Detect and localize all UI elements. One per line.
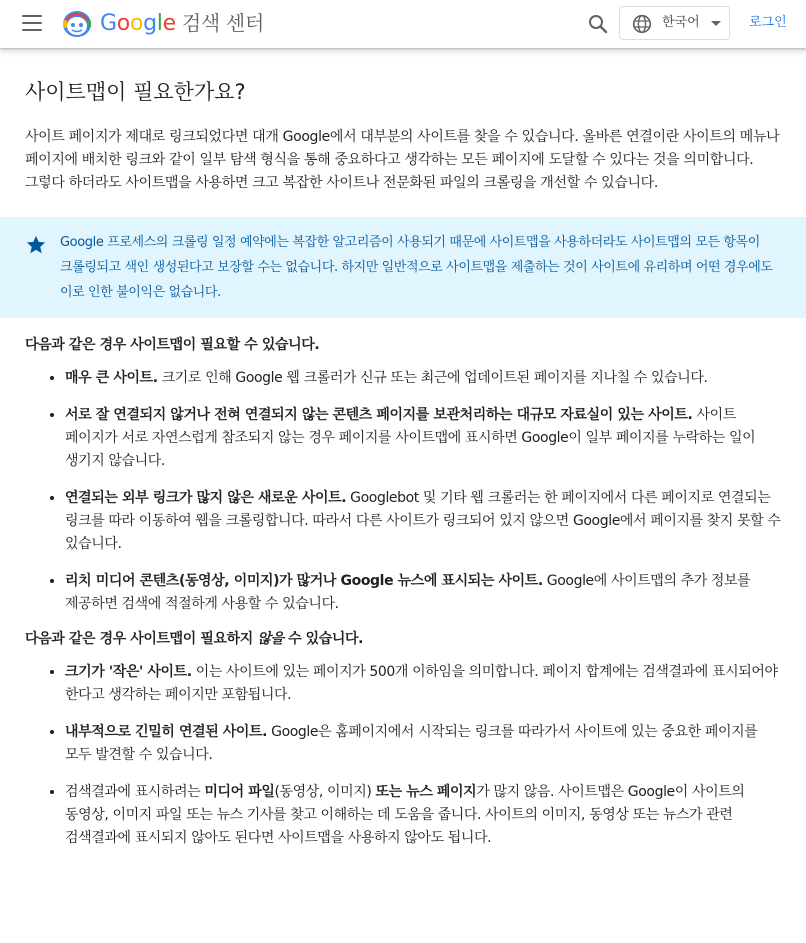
language-select[interactable] [619, 6, 730, 40]
item-text: Googlebot 및 기타 웹 크롤러는 한 페이지에서 다른 페이지로 연결되는 링크를 따라 이동하여 웹을 크롤링합니다. 따라서 다른 사이트가 링크되어 있지 않으면 Google에서 페이지를 찾지 못할 수 있습니다. [65, 490, 781, 552]
heading-part: 다음과 같은 경우 사이트맵이 필요하지 [25, 631, 258, 647]
login-link[interactable]: 로그인 [749, 15, 787, 30]
item-text: 사이트 페이지가 서로 자연스럽게 참조되지 않는 경우 페이지를 사이트맵에 표시하면 Google이 일부 페이지를 누락하는 일이 생기지 않습니다. [65, 407, 756, 469]
item-text: (동영상, 이미지) [274, 784, 376, 800]
item-title: 서로 잘 연결되지 않거나 전혀 연결되지 않는 콘텐츠 페이지를 보관처리하는 대규모 자료실이 있는 사이트. [65, 407, 693, 423]
chevron-down-icon [711, 21, 721, 26]
brand-letter: l [156, 11, 163, 36]
item-title: 매우 큰 사이트. [65, 370, 158, 386]
item-title: 리치 미디어 콘텐츠(동영상, 이미지)가 많거나 Google 뉴스에 표시되는 사이트. [65, 573, 543, 589]
article [0, 78, 806, 850]
search-icon[interactable] [586, 12, 610, 36]
item-text: Google은 홈페이지에서 시작되는 링크를 따라가서 사이트에 있는 중요한 페이지를 모두 발견할 수 있습니다. [65, 724, 758, 763]
brand-letter: G [100, 11, 117, 36]
list-item [65, 781, 781, 850]
menu-icon[interactable] [22, 15, 42, 33]
brand-letter: e [162, 11, 176, 36]
intro-paragraph: 사이트 페이지가 제대로 링크되었다면 대개 Google에서 대부분의 사이트를 찾을 수 있습니다. 올바른 연결이란 사이트의 메뉴나 페이지에 배치한 링크와 같이 일부 탐색 형식을 통해 중요하다고 생각하는 모든 페이지에 도달할 수 있다는 것을 의미합니다. 그렇다 하더라도 사이트맵을 사용하면 크고 복잡한 사이트나 전문화된 파일의 크롤링을 개선할 수 있습니다. [25, 129, 780, 191]
list-item [65, 721, 781, 767]
item-text: 이는 사이트에 있는 페이지가 500개 이하임을 의미합니다. 페이지 합계에는 검색결과에 표시되어야 한다고 생각하는 페이지만 포함됩니다. [65, 664, 778, 703]
item-text: 가 많지 않음. 사이트맵은 Google이 사이트의 동영상, 이미지 파일 또는 뉴스 기사를 찾고 이해하는 데 도움을 줍니다. 사이트의 이미지, 동영상 또는 뉴스가 관련 검색결과에 표시되지 않아도 된다면 사이트맵을 사용하지 않아도 됩니다. [65, 784, 745, 846]
need-list [25, 367, 781, 616]
product-name: 검색 센터 [181, 11, 264, 35]
globe-icon [632, 14, 652, 34]
list-item [65, 487, 781, 556]
no-need-list [25, 661, 781, 850]
item-text: Google에 사이트맵의 추가 정보를 제공하면 검색에 적절하게 사용할 수 있습니다. [65, 573, 751, 612]
list-item [65, 404, 781, 473]
product-brand[interactable] [100, 9, 264, 38]
star-icon [25, 234, 47, 256]
page-title: 사이트맵이 필요한가요? [25, 80, 246, 104]
brand-letter: g [143, 11, 157, 36]
item-title: 연결되는 외부 링크가 많지 않은 새로운 사이트. [65, 490, 347, 506]
item-title: 크기가 '작은' 사이트. [65, 664, 192, 680]
google-logo-mark[interactable] [60, 7, 94, 39]
brand-letter: o [129, 11, 144, 36]
item-text: 검색결과에 표시하려는 [65, 784, 205, 800]
item-title: 내부적으로 긴밀히 연결된 사이트. [65, 724, 268, 740]
note-text: Google 프로세스의 크롤링 일정 예약에는 복잡한 알고리즘이 사용되기 때문에 사이트맵을 사용하더라도 사이트맵의 모든 항목이 크롤링되고 색인 생성된다고 보장할 수는 없습니다. 하지만 일반적으로 사이트맵을 제출하는 것이 사이트에 유리하며 어떤 경우에도 이로 인한 불이익은 없습니다. [60, 235, 773, 300]
item-text: 크기로 인해 Google 웹 크롤러가 신규 또는 최근에 업데이트된 페이지를 지나칠 수 있습니다. [157, 370, 708, 386]
language-label: 한국어 [662, 15, 700, 30]
heading-emphasis: 않을 [257, 631, 284, 647]
list-item [65, 570, 781, 616]
section-heading-no-need [25, 628, 781, 651]
brand-letter: o [116, 11, 130, 36]
item-bold: 또는 뉴스 페이지 [375, 784, 477, 800]
list-item [65, 367, 781, 390]
item-bold: 미디어 파일 [204, 784, 275, 800]
top-app-bar [0, 0, 806, 48]
section-heading-need: 다음과 같은 경우 사이트맵이 필요할 수 있습니다. [25, 337, 320, 353]
heading-part: 수 있습니다. [283, 631, 364, 647]
list-item [65, 661, 781, 707]
note-callout [0, 217, 806, 318]
